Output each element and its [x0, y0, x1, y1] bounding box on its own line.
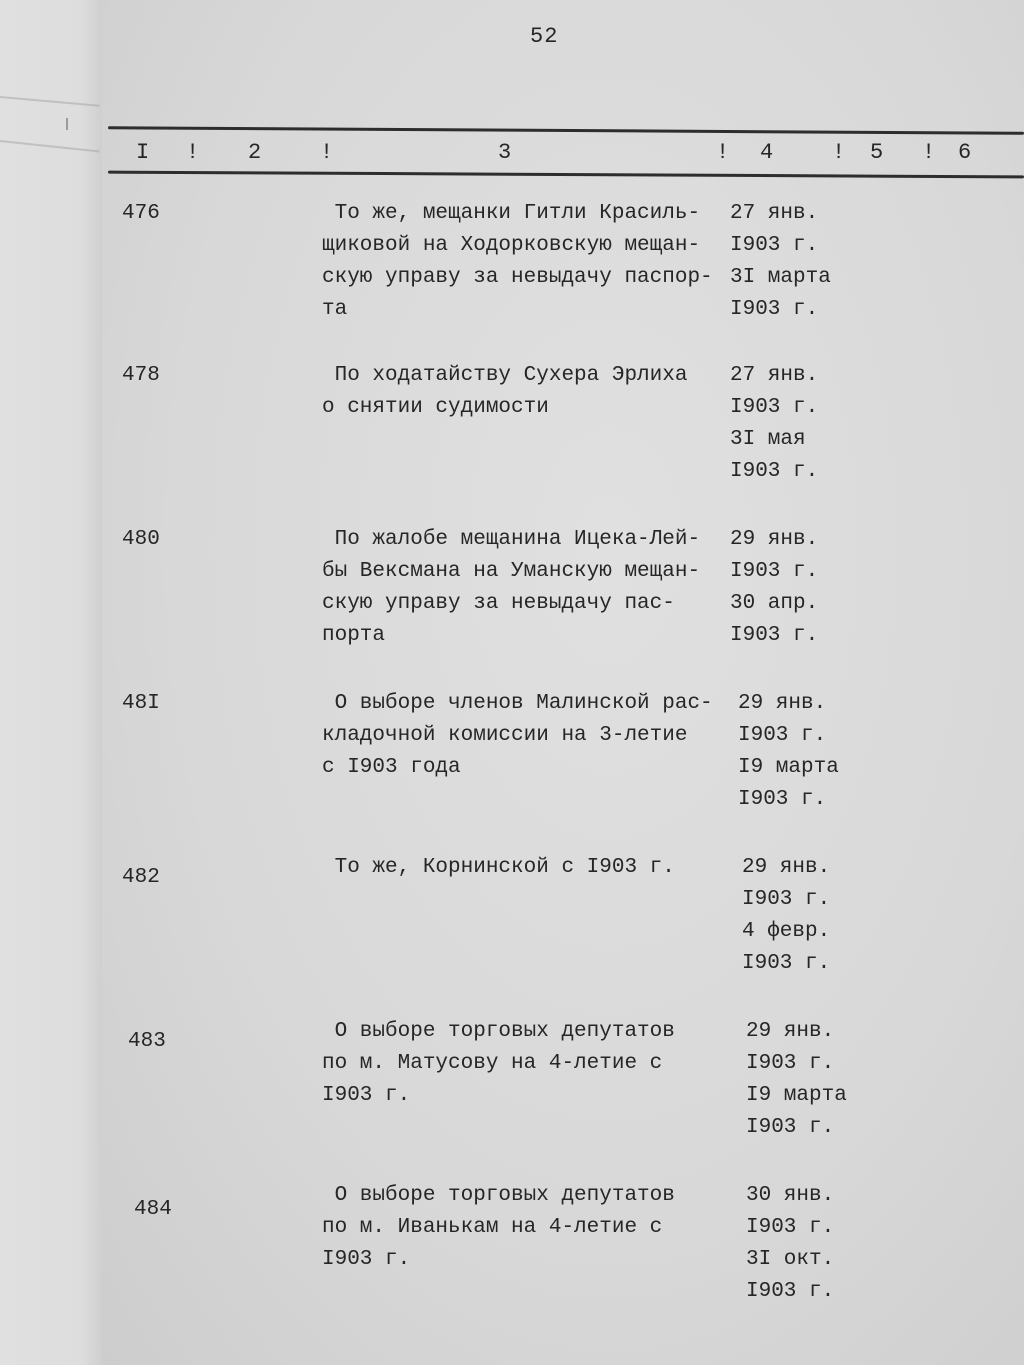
description-line: То же, мещанки Гитли Красиль-	[322, 202, 701, 225]
description-line: бы Вексмана на Уманскую мещан-	[322, 560, 701, 583]
description-line: с I903 года	[322, 756, 461, 779]
date-line: 3I мая	[730, 428, 806, 451]
header-rule-bottom	[108, 171, 1024, 179]
date-line: I903 г.	[730, 460, 819, 483]
case-number: 484	[134, 1198, 172, 1221]
case-dates	[730, 198, 870, 326]
date-line: I903 г.	[746, 1052, 835, 1075]
column-separator: !	[320, 140, 334, 165]
case-dates	[738, 688, 878, 816]
case-dates	[746, 1180, 886, 1308]
date-line: 29 янв.	[738, 692, 827, 715]
description-line: порта	[322, 624, 386, 647]
date-line: I903 г.	[730, 234, 819, 257]
description-line: та	[322, 298, 348, 321]
date-line: 3I окт.	[746, 1248, 835, 1271]
date-line: 27 янв.	[730, 364, 819, 387]
column-header-1: I	[136, 140, 150, 165]
case-description	[322, 688, 722, 784]
column-header-2: 2	[248, 140, 262, 165]
case-description	[322, 198, 722, 326]
description-line: О выборе торговых депутатов	[322, 1020, 675, 1043]
description-line: О выборе членов Малинской рас-	[322, 692, 713, 715]
description-line: скую управу за невыдачу пас-	[322, 592, 675, 615]
case-number: 483	[128, 1030, 166, 1053]
description-line: I903 г.	[322, 1248, 411, 1271]
description-line: По жалобе мещанина Ицека-Лей-	[322, 528, 701, 551]
case-number: 478	[122, 364, 160, 387]
date-line: I903 г.	[746, 1216, 835, 1239]
date-line: 3I марта	[730, 266, 831, 289]
date-line: 4 февр.	[742, 920, 831, 943]
column-separator: !	[832, 140, 846, 165]
date-line: I903 г.	[746, 1116, 835, 1139]
description-line: I903 г.	[322, 1084, 411, 1107]
column-header-3: 3	[498, 140, 512, 165]
case-description	[322, 360, 722, 424]
case-description	[322, 852, 722, 884]
case-dates	[730, 360, 870, 488]
previous-page-mark	[66, 118, 68, 130]
case-description	[322, 1180, 722, 1276]
column-header-5: 5	[870, 140, 884, 165]
case-dates	[742, 852, 882, 980]
case-number: 476	[122, 202, 160, 225]
description-line: по м. Иванькам на 4-летие с	[322, 1216, 663, 1239]
description-line: О выборе торговых депутатов	[322, 1184, 675, 1207]
page-number: 52	[530, 24, 559, 49]
case-description	[322, 1016, 722, 1112]
case-dates	[730, 524, 870, 652]
date-line: I903 г.	[738, 788, 827, 811]
date-line: I903 г.	[730, 624, 819, 647]
date-line: I903 г.	[730, 396, 819, 419]
column-separator: !	[186, 140, 200, 165]
date-line: I9 марта	[746, 1084, 847, 1107]
date-line: I903 г.	[730, 298, 819, 321]
description-line: По ходатайству Сухера Эрлиха	[322, 364, 688, 387]
date-line: I903 г.	[730, 560, 819, 583]
date-line: I903 г.	[738, 724, 827, 747]
description-line: То же, Корнинской с I903 г.	[322, 856, 675, 879]
column-separator: !	[716, 140, 730, 165]
previous-page-rule	[0, 96, 100, 107]
case-description	[322, 524, 722, 652]
case-number: 48I	[122, 692, 160, 715]
date-line: 29 янв.	[730, 528, 819, 551]
document-page	[102, 0, 1024, 1365]
date-line: 29 янв.	[746, 1020, 835, 1043]
case-number: 480	[122, 528, 160, 551]
previous-page-edge	[0, 0, 103, 1365]
description-line: щиковой на Ходорковскую мещан-	[322, 234, 701, 257]
description-line: о снятии судимости	[322, 396, 549, 419]
column-header-6: 6	[958, 140, 972, 165]
date-line: 30 апр.	[730, 592, 819, 615]
column-header-4: 4	[760, 140, 774, 165]
previous-page-rule	[0, 140, 100, 152]
case-dates	[746, 1016, 886, 1144]
date-line: 27 янв.	[730, 202, 819, 225]
description-line: скую управу за невыдачу паспор-	[322, 266, 713, 289]
date-line: I903 г.	[742, 888, 831, 911]
date-line: I9 марта	[738, 756, 839, 779]
case-number: 482	[122, 866, 160, 889]
date-line: I903 г.	[746, 1280, 835, 1303]
column-headers	[102, 140, 1024, 168]
description-line: кладочной комиссии на 3-летие	[322, 724, 688, 747]
description-line: по м. Матусову на 4-летие с	[322, 1052, 663, 1075]
date-line: 30 янв.	[746, 1184, 835, 1207]
date-line: I903 г.	[742, 952, 831, 975]
column-separator: !	[922, 140, 936, 165]
header-rule-top	[108, 126, 1024, 135]
date-line: 29 янв.	[742, 856, 831, 879]
